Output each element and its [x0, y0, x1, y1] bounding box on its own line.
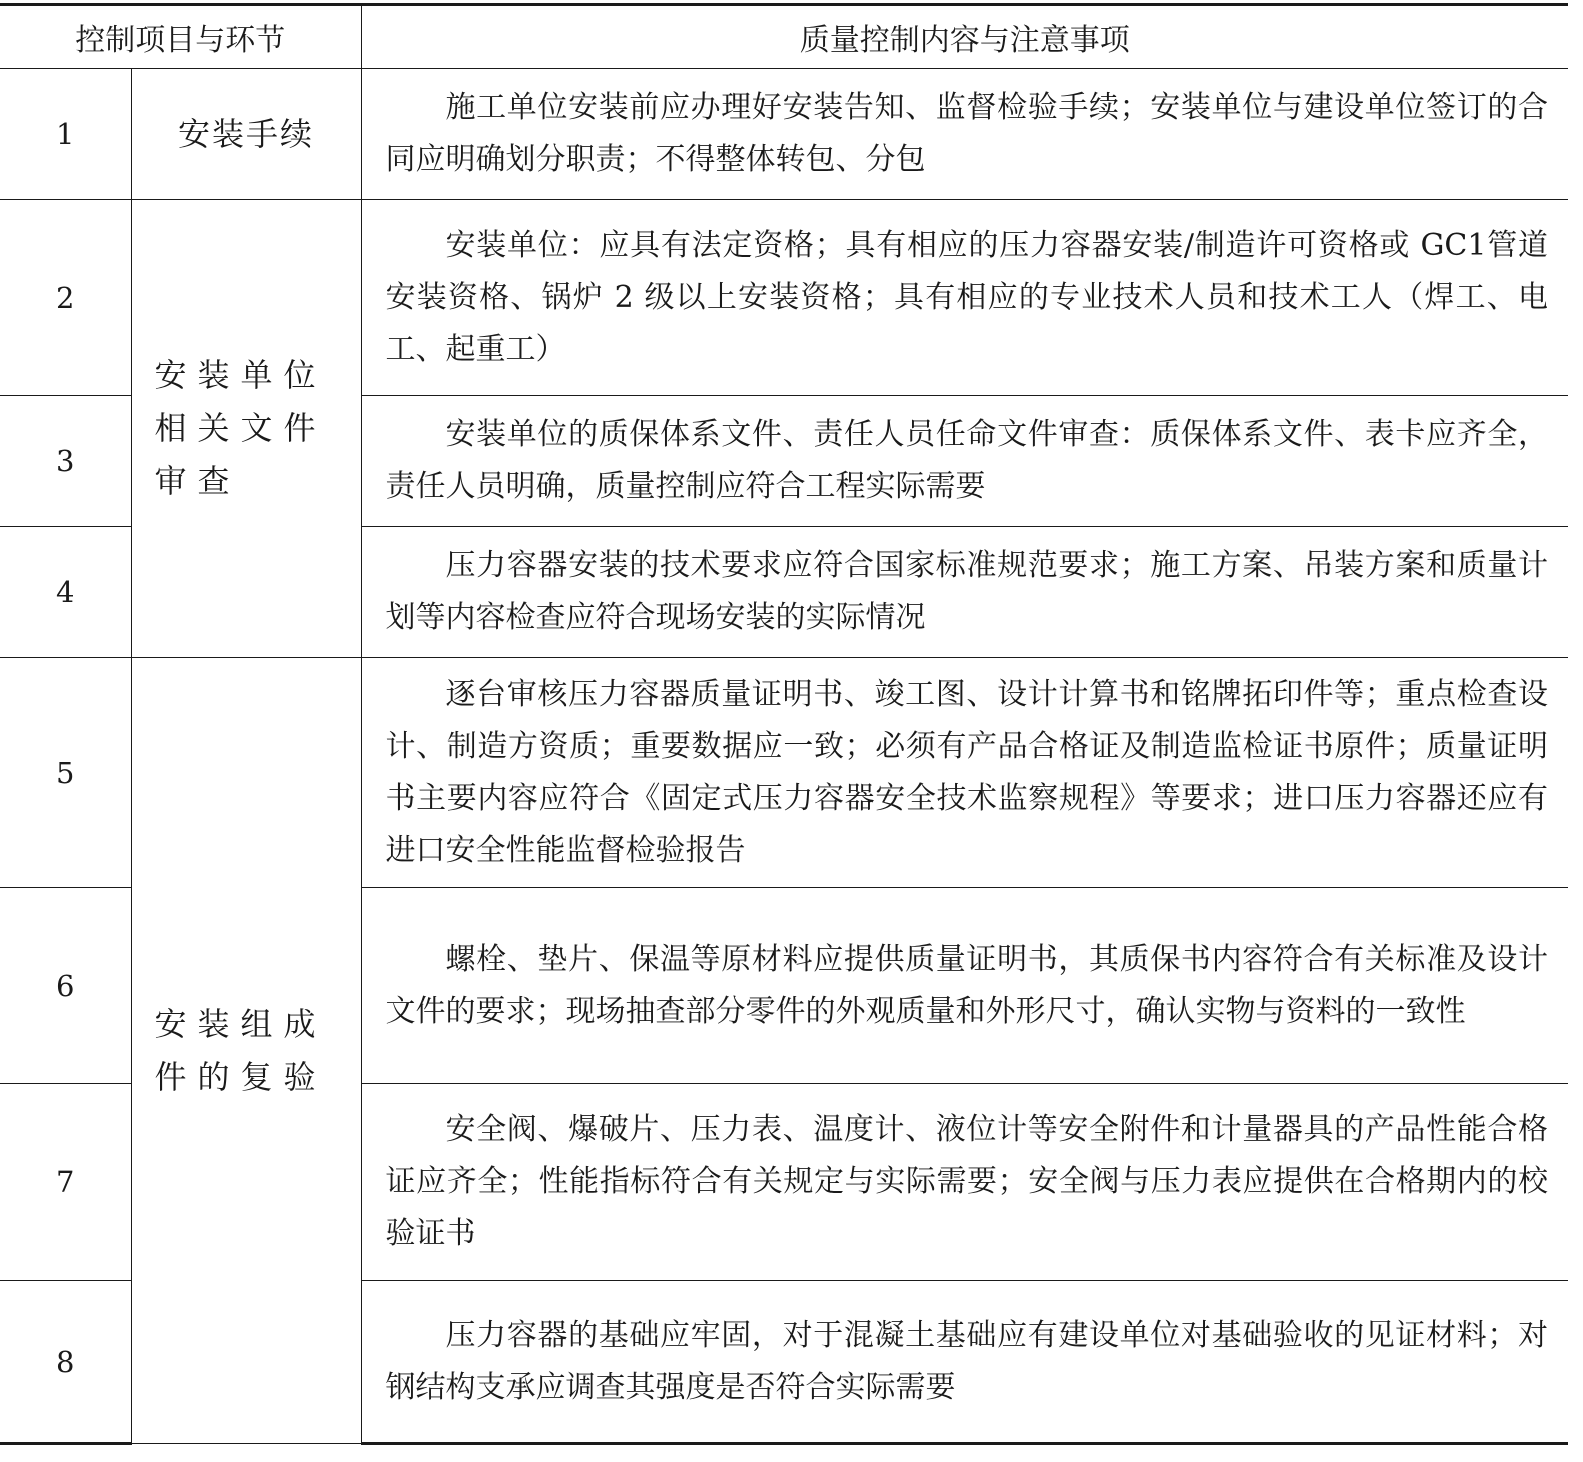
content-cell: 逐台审核压力容器质量证明书、竣工图、设计计算书和铭牌拓印件等；重点检查设计、制造方资质；重要数据应一致；必须有产品合格证及制造监检证书原件；质量证明书主要内容应符合《固定式压力容器安全技术监察规程》等要求；进口压力容器还应有进口安全性能监督检验报告	[361, 658, 1568, 888]
header-control-content: 质量控制内容与注意事项	[361, 5, 1568, 69]
content-cell: 压力容器的基础应牢固，对于混凝土基础应有建设单位对基础验收的见证材料；对钢结构支承应调查其强度是否符合实际需要	[361, 1281, 1568, 1444]
content-cell: 安全阀、爆破片、压力表、温度计、液位计等安全附件和计量器具的产品性能合格证应齐全；性能指标符合有关规定与实际需要；安全阀与压力表应提供在合格期内的校验证书	[361, 1084, 1568, 1281]
content-cell: 安装单位的质保体系文件、责任人员任命文件审查：质保体系文件、表卡应齐全，责任人员明确，质量控制应符合工程实际需要	[361, 396, 1568, 527]
category-cell: 安装手续	[131, 69, 361, 200]
row-number: 8	[0, 1281, 131, 1444]
row-number: 1	[0, 69, 131, 200]
table-row	[0, 658, 1568, 888]
category-cell: 安装组成件的复验	[131, 658, 361, 1444]
row-number: 4	[0, 527, 131, 658]
quality-control-table	[0, 3, 1568, 1445]
header-control-item: 控制项目与环节	[0, 5, 361, 69]
row-number: 2	[0, 200, 131, 396]
content-cell: 安装单位：应具有法定资格；具有相应的压力容器安装/制造许可资格或 GC1管道安装资格、锅炉 2 级以上安装资格；具有相应的专业技术人员和技术工人（焊工、电工、起重工）	[361, 200, 1568, 396]
table-row	[0, 69, 1568, 200]
row-number: 6	[0, 888, 131, 1084]
content-cell: 施工单位安装前应办理好安装告知、监督检验手续；安装单位与建设单位签订的合同应明确划分职责；不得整体转包、分包	[361, 69, 1568, 200]
row-number: 7	[0, 1084, 131, 1281]
row-number: 5	[0, 658, 131, 888]
category-cell: 安装单位相关文件审查	[131, 200, 361, 658]
content-cell: 螺栓、垫片、保温等原材料应提供质量证明书，其质保书内容符合有关标准及设计文件的要求；现场抽查部分零件的外观质量和外形尺寸，确认实物与资料的一致性	[361, 888, 1568, 1084]
header-row	[0, 5, 1568, 69]
row-number: 3	[0, 396, 131, 527]
table-row	[0, 200, 1568, 396]
content-cell: 压力容器安装的技术要求应符合国家标准规范要求；施工方案、吊装方案和质量计划等内容检查应符合现场安装的实际情况	[361, 527, 1568, 658]
